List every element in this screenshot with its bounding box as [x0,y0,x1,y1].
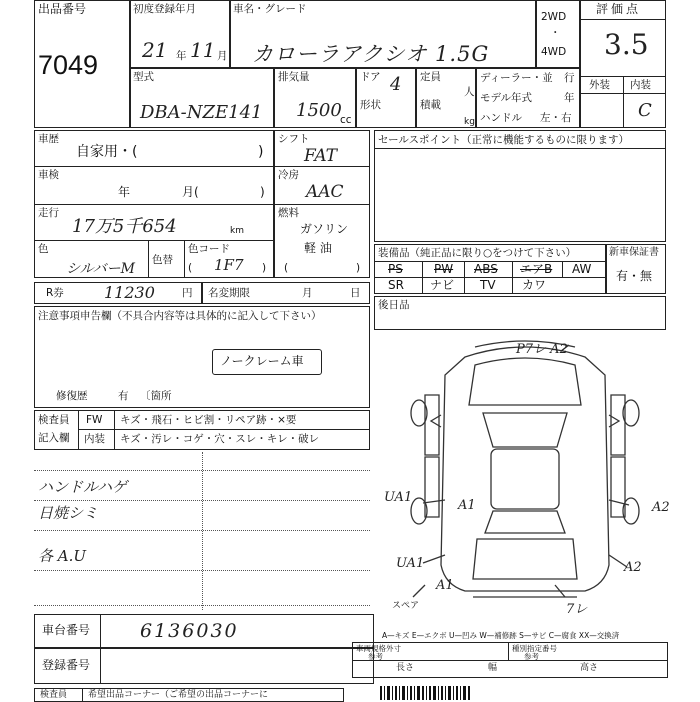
exterior-label: 外装 [589,79,610,91]
load-label: 積載 [420,99,441,111]
door-label: ドア [360,71,381,83]
dealer-label: ディーラー・並 [480,72,553,84]
color-label: 色 [38,243,49,255]
note-line-1: ハンドルハゲ [38,478,127,496]
equip-airbag: エアB [520,262,553,276]
barcode [380,686,670,700]
recycle-value: 11230 [104,283,155,302]
repair-label: 修復歴 [56,390,88,402]
color-code-open: ( [188,262,193,274]
color-code-value: 1F7 [214,256,244,274]
damage-legend: A—キズ E—エクボ U—凹み W—補修跡 S—サビ C—腐食 XX—交換済 [382,631,620,640]
color-value: シルバーM [66,261,136,277]
equip-abs: ABS [474,262,498,276]
equip-tv: TV [480,278,496,292]
equipment-label: 装備品（純正品に限り○をつけて下さい） [378,247,577,259]
equip-leather: カワ [522,278,547,292]
inspector-label: 検査員 [38,414,70,426]
color-change-label: 色替 [152,254,173,266]
fuel-close: ) [356,262,361,274]
history-value: 自家用・( [76,144,138,160]
diagram-left-mid: UA1 [384,490,413,505]
fuel-alt: 軽 油 [304,241,332,255]
later-items-box [374,296,666,330]
sales-point-label: セールスポイント（正常に機能するものに限ります） [378,134,630,146]
handle-value: 左・右 [540,112,572,124]
reg-date-label: 初度登録年月 [133,3,196,15]
cc-value: 1500 [296,100,342,121]
diagram-bottom-note: 7レ [566,602,588,617]
dealer-suffix: 行 [564,72,575,84]
shift-value: FAT [304,146,338,166]
warranty-label: 新車保証書 [609,247,659,258]
later-items-label: 後日品 [378,299,410,311]
no-claim-text: ノークレーム車 [220,354,304,368]
bottom-inspector: 検査員 [40,690,68,700]
fuel-open: ( [284,262,289,274]
lot-label: 出品番号 [38,2,87,16]
color-code-label: 色コード [188,243,230,255]
interior-label: 内装 [630,79,651,91]
capacity-unit: 人 [464,86,475,98]
class-ref: 参考 [524,652,539,661]
interior-grade: C [638,100,652,121]
history-close: ) [258,144,264,160]
ac-label: 冷房 [278,169,299,181]
mileage-label: 走行 [38,207,59,219]
entry-label: 記入欄 [38,432,70,444]
fuel-label: 燃料 [278,207,299,219]
name-change-label: 名変期限 [208,287,250,299]
bottom-text: 希望出品コーナー（ご希望の出品コーナーに [88,690,269,700]
capacity-label: 定員 [420,71,441,83]
height-label: 高さ [580,663,599,673]
equip-sr: SR [388,278,404,292]
name-change-day: 日 [350,287,361,299]
repair-value: 有 [118,390,129,402]
cc-label: 排気量 [278,71,310,83]
repair-bracket: 〔箇所 [140,390,172,402]
plate-label: 登録番号 [42,658,91,672]
vehicle-name-value: カローラアクシオ 1.5G [252,42,490,66]
chassis-value: 6136030 [140,620,239,642]
reg-month: 11 [190,38,216,62]
inspection-label: 車検 [38,169,59,181]
interior-check-text: キズ・汚レ・コゲ・穴・スレ・キレ・破レ [120,433,320,445]
diagram-right-low: A2 [624,560,642,575]
door-value: 4 [390,74,402,95]
diagram-a1-mid: A1 [458,498,476,513]
size-ref: 参考 [368,652,383,661]
inspection-year: 年 [118,185,131,199]
equip-ps: PS [388,262,403,276]
warranty-value: 有・無 [616,269,653,283]
width-label: 幅 [488,663,498,673]
diagram-left-low: UA1 [396,556,425,571]
model-year-label: モデル年式 [480,92,532,104]
size-label: 車両規格外寸 [356,644,401,653]
sales-point-box [374,130,666,242]
shape-label: 形状 [360,99,381,111]
cc-unit: cc [340,114,352,126]
note-line-3: 各 A.U [38,547,87,565]
mileage-value: 17万5千654 [72,216,177,237]
chassis-label: 車台番号 [42,623,91,637]
diagram-right-mid: A2 [652,500,670,515]
notes-label: 注意事項申告欄（不具合内容等は具体的に記入して下さい） [38,310,322,322]
history-label: 車歴 [38,133,59,145]
model-year-unit: 年 [564,92,575,104]
fw-label: FW [86,414,103,426]
model-value: DBA-NZE141 [140,102,263,123]
equip-aw: AW [572,262,592,276]
drive-2wd: 2WD [541,11,567,23]
shift-label: シフト [278,133,310,145]
recycle-unit: 円 [182,287,193,299]
color-code-close: ) [262,262,267,274]
reg-year: 21 [142,38,168,62]
grade-label: 評価点 [596,2,642,16]
load-unit: kg [464,117,475,127]
fw-text: キズ・飛石・ヒビ割・リペア跡・×要 [120,414,297,426]
model-label: 型式 [133,71,154,83]
length-label: 長さ [396,663,415,673]
inspection-close: ) [260,185,265,199]
drive-4wd: 4WD [541,46,567,58]
note-line-2: 日焼シミ [38,504,99,522]
spare-label: スペア [392,601,420,611]
reg-month-unit: 月 [217,50,228,62]
class-label: 種別指定番号 [512,644,557,653]
ac-value: AAC [306,182,344,202]
lot-number: 7049 [38,50,99,80]
mileage-unit: km [230,226,244,236]
equip-navi: ナビ [430,278,455,292]
handle-label: ハンドル [480,112,522,124]
recycle-label: R券 [46,287,64,299]
vehicle-name-label: 車名・グレード [233,3,307,15]
diagram-top-note: P7レ A2 [516,342,568,357]
name-change-month: 月 [302,287,313,299]
equip-pw: PW [434,262,454,276]
diagram-a1-low: A1 [436,578,454,593]
reg-year-unit: 年 [176,50,187,62]
grade-value: 3.5 [604,28,649,61]
fuel-value: ガソリン [300,222,349,236]
drive-dot: ・ [550,27,561,39]
car-body-diagram [405,335,645,605]
inspection-month: 月( [182,185,199,199]
interior-check-label: 内装 [84,433,105,445]
